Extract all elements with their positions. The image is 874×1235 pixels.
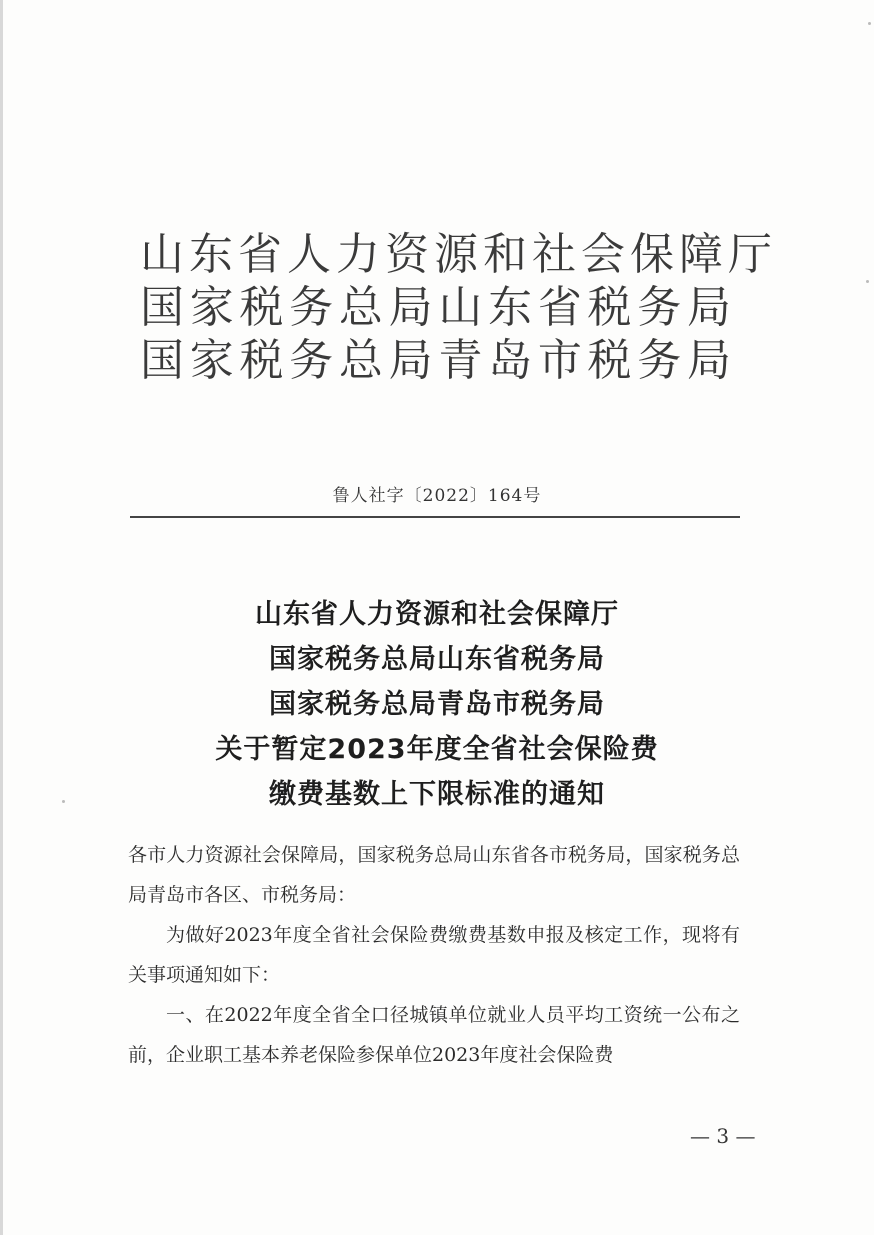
document-number: 鲁人社字〔2022〕164号	[332, 486, 542, 506]
issuer-line-3: 国家税务总局青岛市税务局	[140, 335, 736, 386]
addressee-paragraph: 各市人力资源社会保障局，国家税务总局山东省各市税务局，国家税务总局青岛市各区、市税务局：	[128, 844, 740, 906]
issuer-line-1: 山东省人力资源和社会保障厅	[140, 229, 777, 280]
title-line-1: 山东省人力资源和社会保障厅	[255, 599, 619, 630]
title-line-2: 国家税务总局山东省税务局	[269, 644, 605, 675]
header-divider	[130, 516, 740, 518]
scan-speck	[866, 280, 869, 283]
issuer-line-2: 国家税务总局山东省税务局	[140, 282, 736, 333]
document-title	[0, 592, 874, 817]
item-1-paragraph: 一、在2022年度全省全口径城镇单位就业人员平均工资统一公布之前，企业职工基本养老保险参保单位2023年度社会保险费	[128, 1004, 740, 1066]
scan-speck	[868, 22, 871, 25]
intro-paragraph: 为做好2023年度全省社会保险费缴费基数申报及核定工作，现将有关事项通知如下：	[128, 924, 740, 986]
issuer-header	[140, 228, 777, 387]
scan-speck	[62, 800, 65, 803]
title-line-5: 缴费基数上下限标准的通知	[269, 779, 605, 810]
document-body	[128, 835, 740, 1075]
title-line-3: 国家税务总局青岛市税务局	[269, 689, 605, 720]
title-line-4: 关于暂定2023年度全省社会保险费	[215, 734, 659, 765]
page-number: — 3 —	[690, 1124, 756, 1148]
